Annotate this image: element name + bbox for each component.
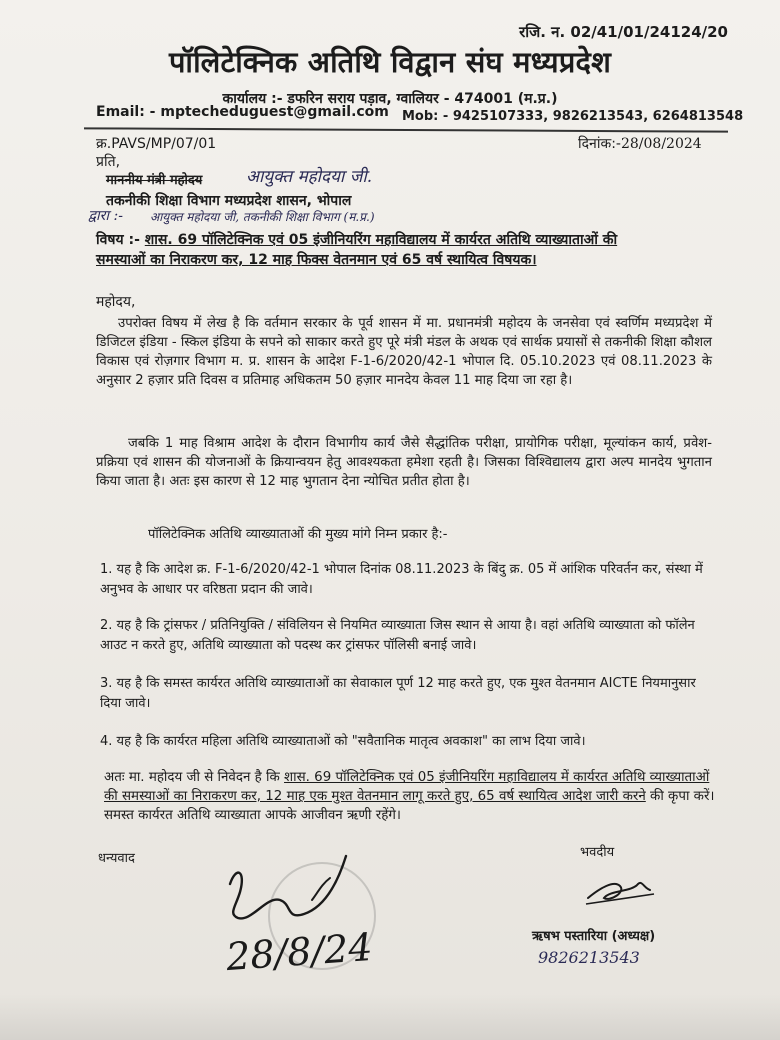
closing-suffix: की कृपा करें। समस्त कार्यरत अतिथि व्याख्याता आपके आजीवन ऋणी रहेंगे। bbox=[104, 789, 715, 823]
letter-date bbox=[578, 134, 702, 153]
subject-line-2: समस्याओं का निराकरण कर, 12 माह फिक्स वेतनमान एवं 65 वर्ष स्थायित्व विषयक। bbox=[96, 252, 537, 268]
subject-label: विषय :- bbox=[96, 232, 140, 248]
department-line: तकनीकी शिक्षा विभाग मध्यप्रदेश शासन, भोपाल bbox=[106, 193, 352, 209]
date-value: 28/08/2024 bbox=[620, 136, 702, 152]
demand-item-4: 4. यह है कि कार्यरत महिला अतिथि व्याख्याताओं को "सवैतानिक मातृत्व अवकाश" का लाभ दिया जावे। bbox=[100, 734, 586, 749]
demand-item-2: 2. यह है कि ट्रांसफर / प्रतिनियुक्ति / संविलियन से नियमित व्याख्याता जिस स्थान से आया है। वहां अतिथि व्याख्याता को फॉलेन आउट न करते हुए, अतिथि व्याख्याता को पदस्थ कर ट्रांसफर पॉलिसी बनाई जावे। bbox=[100, 618, 695, 653]
email-line: Email: - mptecheduguest@gmail.com bbox=[96, 104, 389, 120]
body-paragraph-1: उपरोक्त विषय में लेख है कि वर्तमान सरकार के पूर्व शासन में मा. प्रधानमंत्री महोदय के जनसेवा एवं स्वर्णिम मध्यप्रदेश में डिजिटल इंडिया - स्किल इंडिया के सपने को साकार करते हुए पूरे मंत्री मंडल के अथक एवं सार्थक प्रयासों से तकनीकी शिक्षा कौशल विकास एवं रोज़गार विभाग म. प्र. शासन के आदेश F-1-6/2020/42-1 भोपाल दि. 05.10.2023 एवं 08.11.2023 के अनुसार 2 हज़ार प्रति दिवस व प्रतिमाह अधिकतम 50 हज़ार मानदेय केवल 11 माह दिया जा रहा है। bbox=[96, 316, 712, 388]
addressee-struck: माननीय मंत्री महोदय bbox=[106, 173, 203, 188]
registration-number: रजि. न. 02/41/01/24124/20 bbox=[519, 23, 728, 41]
bhavdiy-label: भवदीय bbox=[580, 845, 615, 860]
subject-line-1: शास. 69 पॉलिटेक्निक एवं 05 इंजीनियरिंग महाविद्यालय में कार्यरत अतिथि व्याख्याताओं की bbox=[144, 232, 618, 248]
dwara-handwritten: आयुक्त महोदया जी, तकनीकी शिक्षा विभाग (म.प्र.) bbox=[150, 210, 375, 224]
closing-paragraph bbox=[104, 768, 716, 825]
demand-item-3: 3. यह है कि समस्त कार्यरत अतिथि व्याख्याताओं का सेवाकाल पूर्ण 12 माह करते हुए, एक मुश्त वेतनमान AICTE नियमानुसार दिया जावे। bbox=[100, 676, 696, 711]
body-paragraph-2: जबकि 1 माह विश्राम आदेश के दौरान विभागीय कार्य जैसे सैद्धांतिक परीक्षा, प्रायोगिक परीक्षा, मूल्यांकन कार्य, प्रवेश-प्रक्रिया एवं शासन की योजनाओं के क्रियान्वयन हेतु आवश्यकता हमेशा रहती है। जिसका विश्विद्यालय द्वारा अल्प मानदेय भुगतान किया जाता है। अतः इस कारण से 12 माह भुगतान देना न्योचित प्रतीत होता है। bbox=[96, 436, 712, 489]
mobile-line: Mob: - 9425107333, 9826213543, 6264813548 bbox=[402, 109, 744, 124]
closing-underlined: शास. 69 पॉलिटेक्निक एवं 05 इंजीनियरिंग महाविद्यालय में कार्यरत अतिथि व्याख्याताओं की समस्याओं का निराकरण कर, 12 माह एक मुश्त वेतनमान लागू करते हुए, 65 वर्ष स्थायित्व आदेश जारी करने bbox=[104, 770, 710, 804]
signatory-phone: 9826213543 bbox=[538, 948, 640, 967]
addressee-handwritten: आयुक्त महोदया जी. bbox=[246, 167, 373, 187]
subject-block bbox=[96, 230, 617, 270]
date-label: दिनांक:- bbox=[578, 136, 621, 152]
demands-heading: पॉलिटेक्निक अतिथि व्याख्याताओं की मुख्य मांगे निम्न प्रकार है:- bbox=[148, 527, 448, 542]
demand-item-1: 1. यह है कि आदेश क्र. F-1-6/2020/42-1 भोपाल दिनांक 08.11.2023 के बिंदु क्र. 05 में आंशिक परिवर्तन कर, संस्था में अनुभव के आधार पर वरिष्ठता प्रदान की जावे। bbox=[100, 562, 703, 597]
bottom-shadow bbox=[0, 994, 780, 1040]
salutation: महोदय, bbox=[96, 294, 136, 310]
reference-number: क्र.PAVS/MP/07/01 bbox=[96, 136, 217, 152]
thanks-label: धन्यवाद bbox=[98, 851, 135, 866]
closing-prefix: अतः मा. महोदय जी से निवेदन है कि bbox=[104, 770, 285, 785]
organization-title: पॉलिटेक्निक अतिथि विद्वान संघ मध्यप्रदेश bbox=[168, 45, 612, 79]
dwara-label: द्वारा :- bbox=[88, 208, 123, 224]
signatory-name: ऋषभ पस्तारिया (अध्यक्ष) bbox=[532, 929, 656, 944]
office-address: कार्यालय :- डफरिन सराय पड़ाव, ग्वालियर - 474001 (म.प्र.) bbox=[222, 91, 558, 107]
received-date: 28/8/24 bbox=[224, 924, 374, 980]
prati-label: प्रति, bbox=[96, 154, 121, 170]
header-divider bbox=[84, 127, 728, 132]
signatory-signature bbox=[580, 868, 660, 918]
